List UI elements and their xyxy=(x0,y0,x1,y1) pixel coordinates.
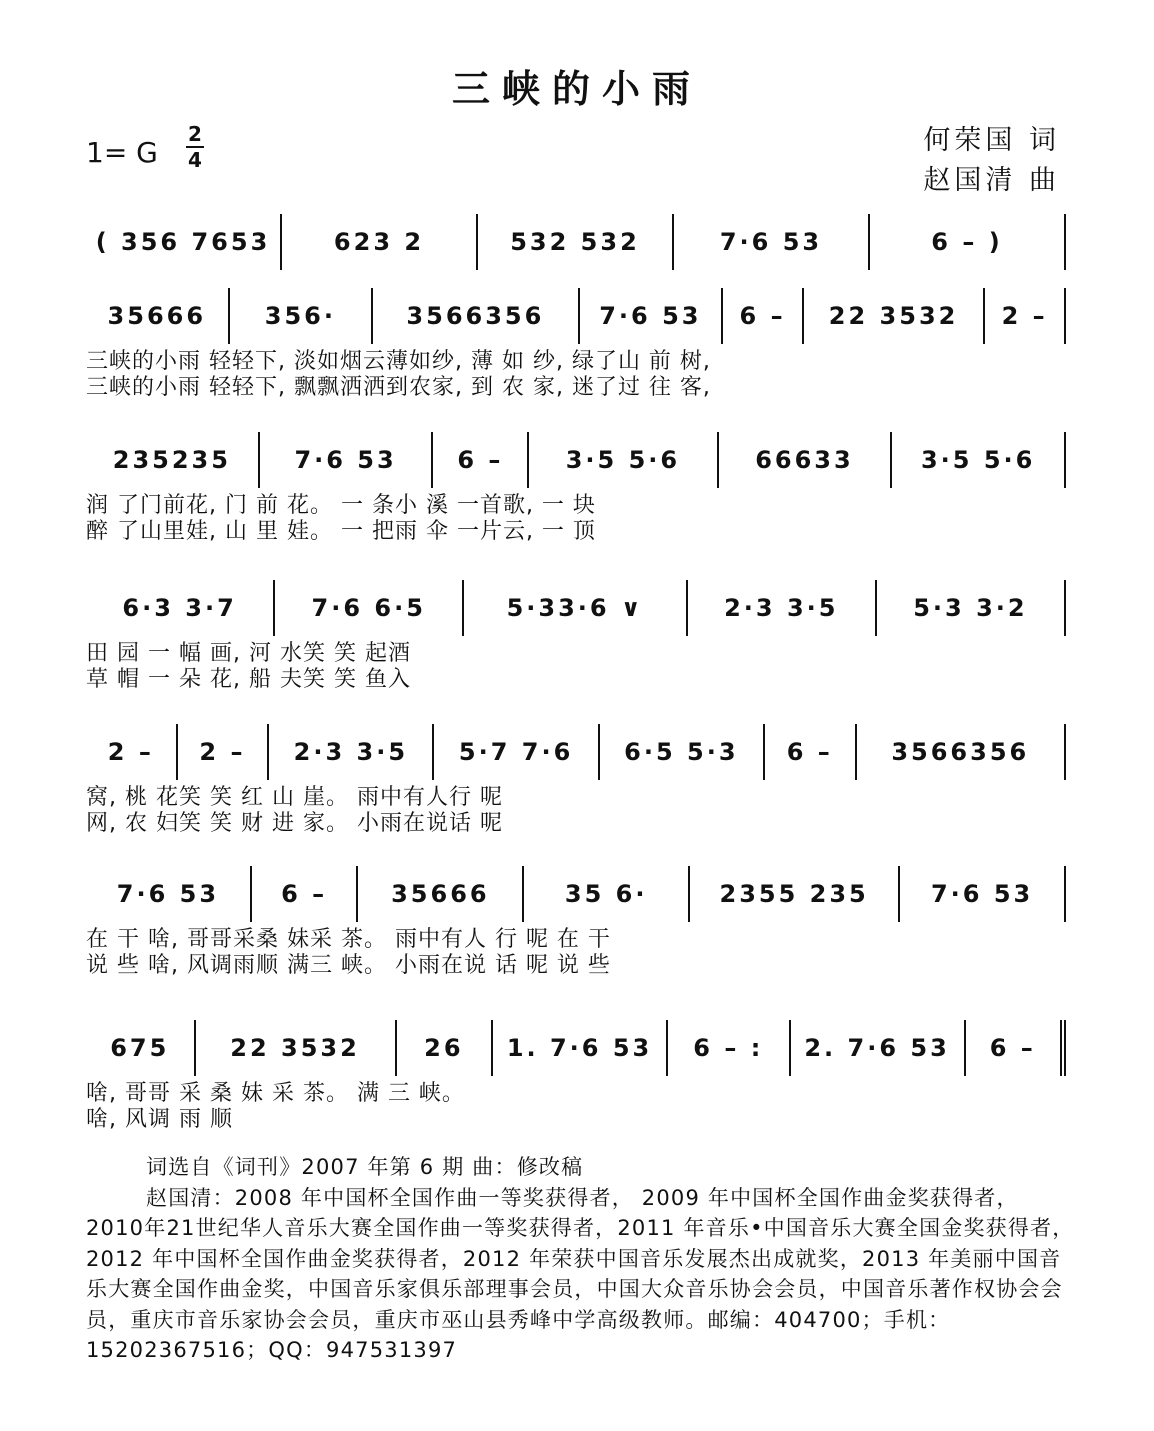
measure: 2·3 3·5 xyxy=(688,580,877,636)
measure: 3566356 xyxy=(373,288,579,344)
composer-bio: 赵国清：2008 年中国杯全国作曲一等奖获得者， 2009 年中国杯全国作曲金奖获得者，2010年21世纪华人音乐大赛全国作曲一等奖获得者，2011 年音乐•中国音乐大赛全国金奖获得者，2012 年中国杯全国作曲金奖获得者，2012 年荣获中国音乐发展杰出成就奖，2013 年美丽中国音乐大赛全国作曲金奖，中国音乐家俱乐部理事会员，中国大众音乐协会会员，中国音乐著作权协会会员，重庆市音乐家协会会员，重庆市巫山县秀峰中学高级教师。邮编：404700；手机：15202367516；QQ：947531397 xyxy=(86,1185,1075,1362)
measure: 356· xyxy=(230,288,374,344)
score-system xyxy=(86,580,1066,692)
measure: 6 – xyxy=(765,724,857,780)
measure: 6·5 5·3 xyxy=(600,724,765,780)
measure: 5·3 3·2 xyxy=(877,580,1066,636)
lyric-line-1: 啥, 哥哥 采 桑 妹 采 茶。 满 三 峡。 xyxy=(86,1081,465,1106)
repeat-end-measure: 6 – : xyxy=(668,1020,791,1076)
measure: 22 3532 xyxy=(196,1020,397,1076)
volta-ending-2: 2. 7·6 53 xyxy=(791,1020,966,1076)
measure: 7·6 53 xyxy=(86,866,252,922)
time-signature-bottom: 4 xyxy=(188,148,202,172)
footer-notes xyxy=(86,1152,1076,1366)
measure: 7·6 6·5 xyxy=(275,580,464,636)
measure: 7·6 53 xyxy=(580,288,724,344)
measure-row xyxy=(86,288,1066,344)
measure: 623 2 xyxy=(282,214,478,270)
measure: 2·3 3·5 xyxy=(269,724,434,780)
source-note: 词选自《词刊》2007 年第 6 期 曲：修改稿 xyxy=(146,1155,584,1179)
measure: 3566356 xyxy=(857,724,1066,780)
lyric-line-2: 草 帽 一 朵 花, 船 夫笑 笑 鱼入 xyxy=(86,667,411,692)
measure: 35666 xyxy=(358,866,524,922)
measure: 2 – xyxy=(985,288,1066,344)
measure: 6 – xyxy=(723,288,804,344)
measure: ( 356 7653 xyxy=(86,214,282,270)
score-system xyxy=(86,866,1066,978)
composer-credit: 赵国清 曲 xyxy=(923,165,1060,196)
lyricist-credit: 何荣国 词 xyxy=(923,125,1060,156)
lyric-line-1: 在 干 啥, 哥哥采桑 妹采 茶。 雨中有人 行 呢 在 干 xyxy=(86,927,611,952)
measure: 35 6· xyxy=(524,866,690,922)
lyric-line-2: 啥, 风调 雨 顺 xyxy=(86,1107,233,1132)
measure: 675 xyxy=(86,1020,196,1076)
measure: 532 532 xyxy=(478,214,674,270)
lyric-line-2: 网, 农 妇笑 笑 财 进 家。 小雨在说话 呢 xyxy=(86,811,503,836)
key-signature: 1= G xyxy=(86,136,158,169)
lyric-line-1: 三峡的小雨 轻轻下, 淡如烟云薄如纱, 薄 如 纱, 绿了山 前 树, xyxy=(86,349,711,374)
measure-row xyxy=(86,724,1066,780)
score-system xyxy=(86,724,1066,836)
measure: 2 – xyxy=(178,724,270,780)
lyric-line-1: 窝, 桃 花笑 笑 红 山 崖。 雨中有人行 呢 xyxy=(86,785,503,810)
measure-row xyxy=(86,866,1066,922)
measure: 2355 235 xyxy=(690,866,900,922)
measure-row xyxy=(86,432,1066,488)
volta-ending-1: 1. 7·6 53 xyxy=(493,1020,668,1076)
measure: 2 – xyxy=(86,724,178,780)
measure: 7·6 53 xyxy=(674,214,870,270)
measure: 6 – xyxy=(252,866,359,922)
measure: 3·5 5·6 xyxy=(529,432,718,488)
time-signature-top: 2 xyxy=(188,122,202,146)
lyric-line-2: 三峡的小雨 轻轻下, 飘飘洒洒到农家, 到 农 家, 迷了过 往 客, xyxy=(86,375,711,400)
measure: 22 3532 xyxy=(804,288,985,344)
score-system xyxy=(86,288,1066,400)
measure: 5·33·6 ∨ xyxy=(464,580,687,636)
score-system-intro xyxy=(86,214,1066,270)
measure-row xyxy=(86,580,1066,636)
lyric-line-2: 醉 了山里娃, 山 里 娃。 一 把雨 伞 一片云, 一 顶 xyxy=(86,519,596,544)
score-system xyxy=(86,432,1066,544)
measure: 3·5 5·6 xyxy=(892,432,1066,488)
measure: 6 – ) xyxy=(870,214,1066,270)
time-signature xyxy=(184,122,206,172)
measure-row xyxy=(86,1020,1066,1076)
measure: 6·3 3·7 xyxy=(86,580,275,636)
lyric-line-1: 润 了门前花, 门 前 花。 一 条小 溪 一首歌, 一 块 xyxy=(86,493,596,518)
measure: 7·6 53 xyxy=(260,432,434,488)
score-system xyxy=(86,1020,1066,1132)
lyric-line-2: 说 些 啥, 风调雨顺 满三 峡。 小雨在说 话 呢 说 些 xyxy=(86,953,611,978)
measure: 7·6 53 xyxy=(900,866,1066,922)
measure: 26 xyxy=(397,1020,493,1076)
song-title: 三峡的小雨 xyxy=(451,67,702,111)
measure: 66633 xyxy=(719,432,893,488)
measure: 235235 xyxy=(86,432,260,488)
measure: 35666 xyxy=(86,288,230,344)
measure-row xyxy=(86,214,1066,270)
measure: 6 – xyxy=(433,432,529,488)
measure: 5·7 7·6 xyxy=(434,724,599,780)
final-measure: 6 – xyxy=(966,1020,1066,1076)
lyric-line-1: 田 园 一 幅 画, 河 水笑 笑 起酒 xyxy=(86,641,411,666)
